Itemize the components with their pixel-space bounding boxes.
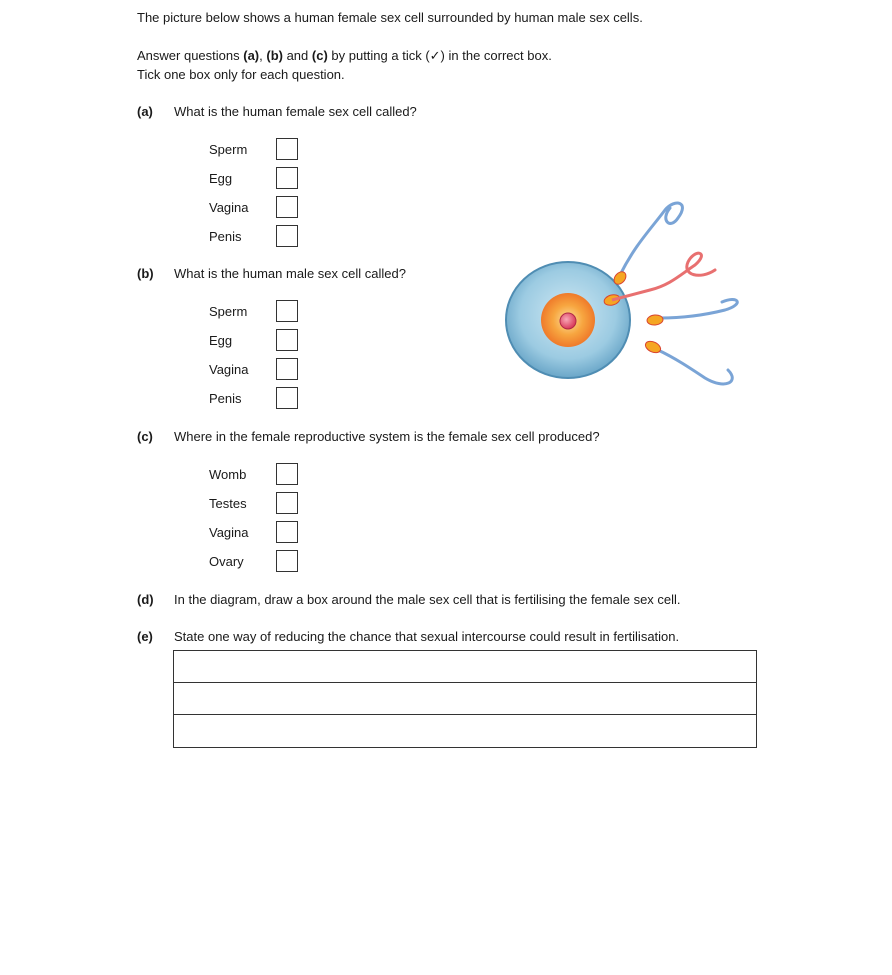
question-c-option-2: Testes <box>209 496 247 511</box>
question-c-checkbox-2[interactable] <box>276 492 298 514</box>
question-c-text: Where in the female reproductive system is the female sex cell produced? <box>174 429 600 444</box>
answer-line-1[interactable] <box>174 651 756 683</box>
instruction-a: (a) <box>243 48 260 63</box>
question-c-option-3: Vagina <box>209 525 249 540</box>
sperm-tail-1 <box>620 203 682 275</box>
question-a-option-3: Vagina <box>209 200 249 215</box>
intro-line-3: Tick one box only for each question. <box>137 67 345 82</box>
question-c-checkbox-4[interactable] <box>276 550 298 572</box>
instruction-suffix: by putting a tick (✓) in the correct box. <box>327 48 552 63</box>
question-c-checkbox-3[interactable] <box>276 521 298 543</box>
question-a-option-4: Penis <box>209 229 242 244</box>
sperm-tail-3 <box>660 299 737 318</box>
question-b-option-3: Vagina <box>209 362 249 377</box>
question-c-option-4: Ovary <box>209 554 244 569</box>
question-d-text: In the diagram, draw a box around the male sex cell that is fertilising the female sex cell. <box>174 592 681 607</box>
sperm-tail-4 <box>658 350 732 384</box>
question-e-text: State one way of reducing the chance that sexual intercourse could result in fertilisation. <box>174 629 680 644</box>
question-b-checkbox-4[interactable] <box>276 387 298 409</box>
instruction-c: (c) <box>311 48 328 63</box>
instruction-sep: , <box>259 48 267 63</box>
sperm-head-4 <box>644 339 663 355</box>
question-a-option-2: Egg <box>209 171 233 186</box>
question-b-checkbox-2[interactable] <box>276 329 298 351</box>
question-b-option-4: Penis <box>209 391 242 406</box>
answer-line-3[interactable] <box>174 715 756 747</box>
question-a-checkbox-2[interactable] <box>276 167 298 189</box>
question-a-option-1: Sperm <box>209 142 248 157</box>
answer-line-2[interactable] <box>174 683 756 715</box>
instruction-prefix: Answer questions <box>137 48 244 63</box>
question-c-label: (c) <box>137 429 153 444</box>
question-b-option-2: Egg <box>209 333 233 348</box>
question-c-checkbox-1[interactable] <box>276 463 298 485</box>
question-a-label: (a) <box>137 104 153 119</box>
question-b-checkbox-3[interactable] <box>276 358 298 380</box>
question-a-checkbox-1[interactable] <box>276 138 298 160</box>
question-b-text: What is the human male sex cell called? <box>174 266 406 281</box>
answer-box <box>173 650 757 748</box>
question-b-label: (b) <box>137 266 154 281</box>
instruction-line <box>137 48 552 64</box>
sperm-head-3 <box>647 314 664 325</box>
instruction-and: and <box>282 48 312 63</box>
question-a-checkbox-3[interactable] <box>276 196 298 218</box>
instruction-b: (b) <box>266 48 283 63</box>
question-a-text: What is the human female sex cell called? <box>174 104 417 119</box>
intro-line-1: The picture below shows a human female sex cell surrounded by human male sex cells. <box>137 10 643 25</box>
question-a-checkbox-4[interactable] <box>276 225 298 247</box>
egg-and-sperm-illustration <box>500 190 750 405</box>
question-c-option-1: Womb <box>209 467 247 482</box>
question-d-label: (d) <box>137 592 154 607</box>
egg-nucleus <box>560 313 576 329</box>
sperm-tail-2 <box>650 253 715 290</box>
question-b-option-1: Sperm <box>209 304 248 319</box>
question-e-label: (e) <box>137 629 153 644</box>
question-b-checkbox-1[interactable] <box>276 300 298 322</box>
